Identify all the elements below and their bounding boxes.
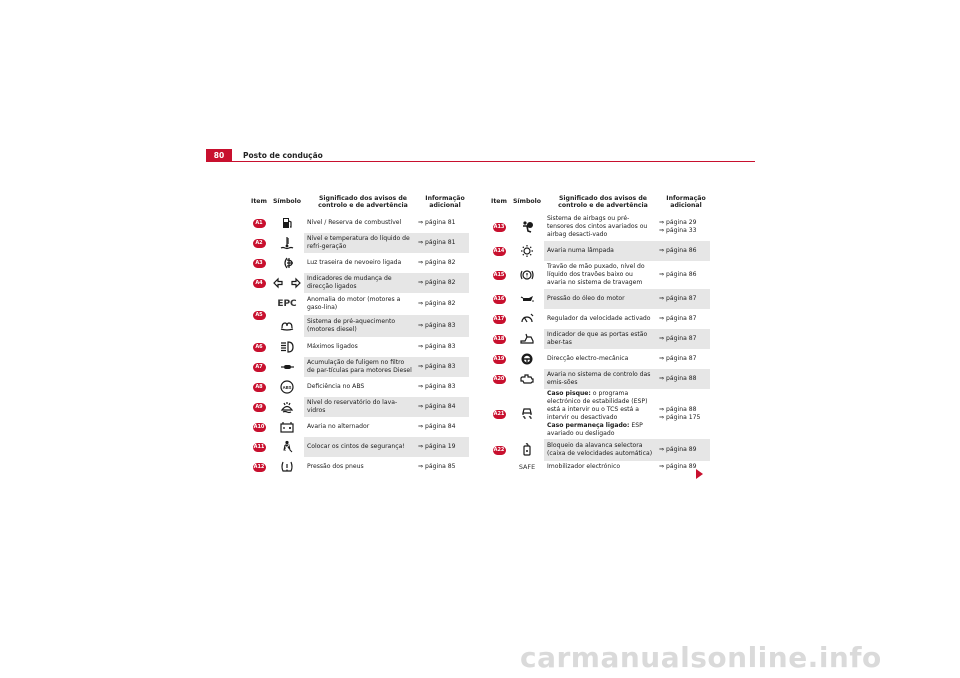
- cruise-control-icon: [510, 309, 544, 329]
- page-link[interactable]: ⇒ página 88: [659, 406, 697, 413]
- svg-text:ABS: ABS: [282, 385, 292, 390]
- meaning-text: Avaria no sistema de controlo das emis-sões: [544, 369, 656, 389]
- epc-icon: EPC: [277, 299, 297, 309]
- table-row: [248, 213, 469, 233]
- page-link[interactable]: ⇒ página 82: [418, 279, 456, 286]
- page-reference[interactable]: [415, 273, 469, 293]
- item-badge: A8: [253, 383, 266, 392]
- item-badge: A5: [253, 311, 266, 320]
- table-row: [248, 293, 469, 337]
- watermark: carmanualsonline.info: [520, 641, 882, 674]
- page-title: Posto de condução: [243, 151, 323, 160]
- page-link[interactable]: ⇒ página 83: [418, 343, 456, 350]
- item-number: [488, 389, 510, 439]
- item-number: [488, 213, 510, 241]
- warning-table-right: [488, 191, 710, 473]
- item-number: [248, 377, 270, 397]
- page-link[interactable]: ⇒ página 82: [418, 300, 456, 307]
- oil-can-icon: [510, 289, 544, 309]
- brake-warning-icon: [510, 261, 544, 289]
- meaning-text: Bloqueio da alavanca selectora (caixa de velocidades automática): [544, 439, 656, 461]
- table-row: [248, 253, 469, 273]
- page-number: 80: [206, 149, 232, 162]
- item-number: [248, 357, 270, 377]
- page-link[interactable]: ⇒ página 29: [659, 219, 697, 226]
- page-reference[interactable]: [415, 437, 469, 457]
- meaning-text: Imobilizador electrónico: [547, 463, 621, 470]
- page-reference[interactable]: [415, 337, 469, 357]
- item-number: [248, 457, 270, 477]
- page-link[interactable]: ⇒ página 85: [418, 463, 456, 470]
- table-row: [488, 241, 710, 261]
- page-reference[interactable]: [415, 357, 469, 377]
- page-reference[interactable]: [656, 439, 710, 461]
- desc-text: ESP avariado ou desligado: [547, 422, 643, 437]
- item-badge: A16: [493, 296, 505, 302]
- high-beam-icon: [270, 337, 304, 357]
- page-link[interactable]: ⇒ página 86: [659, 247, 697, 254]
- desc-text: o programa electrónico de estabilidade (ESP) está a intervir ou o TCS está a intervir ou desactivado: [547, 390, 648, 421]
- esp-skid-icon: [510, 389, 544, 439]
- meaning-text: Pressão dos pneus: [307, 463, 364, 470]
- col-item: Item: [251, 198, 267, 206]
- col-symbol: Símbolo: [272, 198, 302, 206]
- page-reference[interactable]: [415, 457, 469, 477]
- meaning-text: Indicadores de mudança de direcção ligados: [304, 273, 415, 293]
- item-number: [488, 261, 510, 289]
- item-badge: A22: [493, 447, 505, 453]
- coolant-temperature-icon: [270, 233, 304, 253]
- table-header: [488, 191, 710, 213]
- page-link[interactable]: ⇒ página 83: [418, 363, 456, 370]
- table-row: [248, 337, 469, 357]
- table-header: [248, 191, 469, 213]
- meaning-text: Anomalia do motor (motores a gaso-lina): [307, 296, 401, 311]
- table-row: [248, 457, 469, 477]
- table-row: [248, 273, 469, 293]
- meaning-text: [544, 389, 656, 439]
- page-reference[interactable]: [415, 213, 469, 233]
- bulb-failure-icon: [510, 241, 544, 261]
- rear-fog-light-icon: [270, 253, 304, 273]
- airbag-icon: [510, 213, 544, 241]
- page-reference[interactable]: [415, 397, 469, 417]
- item-number: [488, 439, 510, 461]
- meaning-text: Acumulação de fuligem no filtro de par-tículas para motores Diesel: [304, 357, 415, 377]
- meaning-text: Regulador da velocidade activado: [547, 315, 651, 322]
- item-badge: A18: [493, 336, 505, 342]
- table-row: [248, 397, 469, 417]
- col-item: Item: [491, 198, 507, 206]
- fuel-pump-icon: [270, 213, 304, 233]
- page-link[interactable]: ⇒ página 82: [418, 259, 456, 266]
- meaning-text: Máximos ligados: [307, 343, 358, 350]
- page-link[interactable]: ⇒ página 87: [659, 355, 697, 362]
- page-link[interactable]: ⇒ página 87: [659, 295, 697, 302]
- table-row: [488, 213, 710, 241]
- table-row: [248, 437, 469, 457]
- item-number: [248, 233, 270, 253]
- page-link[interactable]: ⇒ página 86: [659, 271, 697, 278]
- meaning-text: Colocar os cintos de segurança!: [304, 437, 415, 457]
- page-reference[interactable]: [415, 377, 469, 397]
- meaning-text: Avaria no alternador: [307, 423, 370, 430]
- table-row: [248, 357, 469, 377]
- page-link[interactable]: ⇒ página 87: [659, 335, 697, 342]
- page-link[interactable]: ⇒ página 19: [418, 443, 456, 450]
- sub-rows: [270, 293, 469, 337]
- item-badge: A3: [253, 259, 266, 268]
- table-row: [488, 289, 710, 309]
- item-number: [488, 461, 510, 473]
- turn-signal-arrows-icon: [270, 273, 304, 293]
- page-link[interactable]: ⇒ página 33: [659, 227, 697, 234]
- item-badge: A20: [493, 376, 505, 382]
- meaning-text: Direcção electro-mecânica: [547, 355, 629, 362]
- item-number: [248, 293, 270, 337]
- meaning-text: Nível / Reserva de combustível: [307, 219, 402, 226]
- table-subrow: [270, 293, 469, 315]
- col-info: Informação adicional: [666, 194, 706, 209]
- table-row: [488, 389, 710, 439]
- page-reference[interactable]: [656, 213, 710, 241]
- seat-belt-icon: [270, 437, 304, 457]
- item-number: [248, 397, 270, 417]
- page-link[interactable]: ⇒ página 81: [418, 219, 456, 226]
- item-number: [248, 417, 270, 437]
- col-symbol: Símbolo: [512, 198, 542, 206]
- item-badge: A12: [253, 464, 265, 470]
- meaning-text: Travão de mão puxado, nível do líquido dos travões baixo ou avaria no sistema de travagem: [547, 263, 645, 286]
- item-badge: A19: [493, 356, 505, 362]
- col-info: Informação adicional: [425, 194, 465, 209]
- washer-fluid-icon: [270, 397, 304, 417]
- table-row: [488, 261, 710, 289]
- header-rule: [206, 161, 755, 162]
- col-meaning: Significado dos avisos de controlo e de advertência: [318, 194, 408, 209]
- item-number: [488, 329, 510, 349]
- page-link[interactable]: ⇒ página 83: [418, 322, 456, 329]
- meaning-text: Avaria numa lâmpada: [544, 241, 656, 261]
- page-link[interactable]: ⇒ página 87: [659, 315, 697, 322]
- meaning-text: Indicador de que as portas estão aber-tas: [544, 329, 656, 349]
- item-badge: A6: [253, 343, 266, 352]
- meaning-text: Nível e temperatura do líquido de refri-geração: [304, 233, 415, 253]
- abs-icon: [270, 377, 304, 397]
- item-number: [488, 309, 510, 329]
- meaning-text: Luz traseira de nevoeiro ligada: [307, 259, 402, 266]
- page-reference[interactable]: [656, 241, 710, 261]
- item-badge: A15: [493, 272, 505, 278]
- desc-bold: Caso permaneça ligado:: [547, 422, 630, 429]
- table-row: [248, 377, 469, 397]
- table-subrow: [270, 315, 469, 337]
- item-badge: A21: [493, 411, 505, 417]
- table-row: [488, 439, 710, 461]
- item-number: [488, 369, 510, 389]
- table-row: [488, 349, 710, 369]
- meaning-text: Nível do reservatório do lava-vidros: [304, 397, 415, 417]
- page-reference[interactable]: [415, 233, 469, 253]
- particulate-filter-icon: [270, 357, 304, 377]
- item-badge: A1: [253, 219, 266, 228]
- page-reference[interactable]: [656, 309, 710, 329]
- page-link[interactable]: ⇒ página 175: [659, 414, 701, 421]
- page-reference[interactable]: [415, 293, 469, 315]
- page-reference[interactable]: [656, 369, 710, 389]
- page-reference[interactable]: [656, 349, 710, 369]
- item-badge: A13: [493, 224, 505, 230]
- page-reference[interactable]: [656, 329, 710, 349]
- page-link[interactable]: ⇒ página 81: [418, 239, 456, 246]
- page-link[interactable]: ⇒ página 83: [418, 383, 456, 390]
- table-row: [248, 233, 469, 253]
- page-reference[interactable]: [656, 389, 710, 439]
- page-link[interactable]: ⇒ página 89: [659, 463, 697, 470]
- page-reference[interactable]: [656, 261, 710, 289]
- item-badge: A2: [253, 239, 266, 248]
- item-badge: A4: [253, 279, 266, 288]
- page-reference[interactable]: [415, 417, 469, 437]
- item-number: [248, 253, 270, 273]
- table-row: [248, 417, 469, 437]
- item-number: [488, 349, 510, 369]
- gear-lever-icon: [510, 439, 544, 461]
- meaning-text: Pressão do óleo do motor: [544, 289, 656, 309]
- warning-table-left: [248, 191, 469, 477]
- item-number: [248, 337, 270, 357]
- item-badge: [493, 463, 506, 472]
- page-header: [206, 149, 755, 162]
- item-badge: A9: [253, 403, 266, 412]
- continue-arrow-icon: [696, 469, 703, 479]
- safe-text: SAFE: [518, 463, 536, 471]
- page-reference[interactable]: [656, 289, 710, 309]
- desc-bold: Caso pisque:: [547, 390, 591, 397]
- item-number: [248, 213, 270, 233]
- page-reference[interactable]: [415, 315, 469, 337]
- engine-check-icon: [510, 369, 544, 389]
- tire-pressure-icon: [270, 457, 304, 477]
- meaning-text: Sistema de airbags ou pré-tensores dos cintos avariados ou airbag desacti-vado: [547, 215, 648, 238]
- item-badge: A14: [493, 248, 505, 254]
- table-row: [488, 309, 710, 329]
- item-number: [248, 273, 270, 293]
- item-number: [488, 241, 510, 261]
- col-meaning: Significado dos avisos de controlo e de advertência: [558, 194, 648, 209]
- table-row: [488, 369, 710, 389]
- item-number: [488, 289, 510, 309]
- page-link[interactable]: ⇒ página 89: [659, 446, 697, 453]
- glow-plug-icon: [270, 315, 304, 337]
- item-badge: A17: [493, 316, 505, 322]
- meaning-text: Sistema de pré-aquecimento (motores diesel): [304, 315, 415, 337]
- steering-wheel-icon: [510, 349, 544, 369]
- page-reference[interactable]: [415, 253, 469, 273]
- table-row: [488, 329, 710, 349]
- item-badge: A10: [253, 424, 265, 430]
- battery-alternator-icon: [270, 417, 304, 437]
- meaning-text: Deficiência no ABS: [307, 383, 365, 390]
- door-open-icon: [510, 329, 544, 349]
- item-badge: A7: [253, 363, 266, 372]
- item-number: [248, 437, 270, 457]
- page-link[interactable]: ⇒ página 84: [418, 423, 456, 430]
- page-link[interactable]: ⇒ página 84: [418, 403, 456, 410]
- page-link[interactable]: ⇒ página 88: [659, 375, 697, 382]
- table-row: [488, 461, 710, 473]
- item-badge: A11: [253, 444, 265, 450]
